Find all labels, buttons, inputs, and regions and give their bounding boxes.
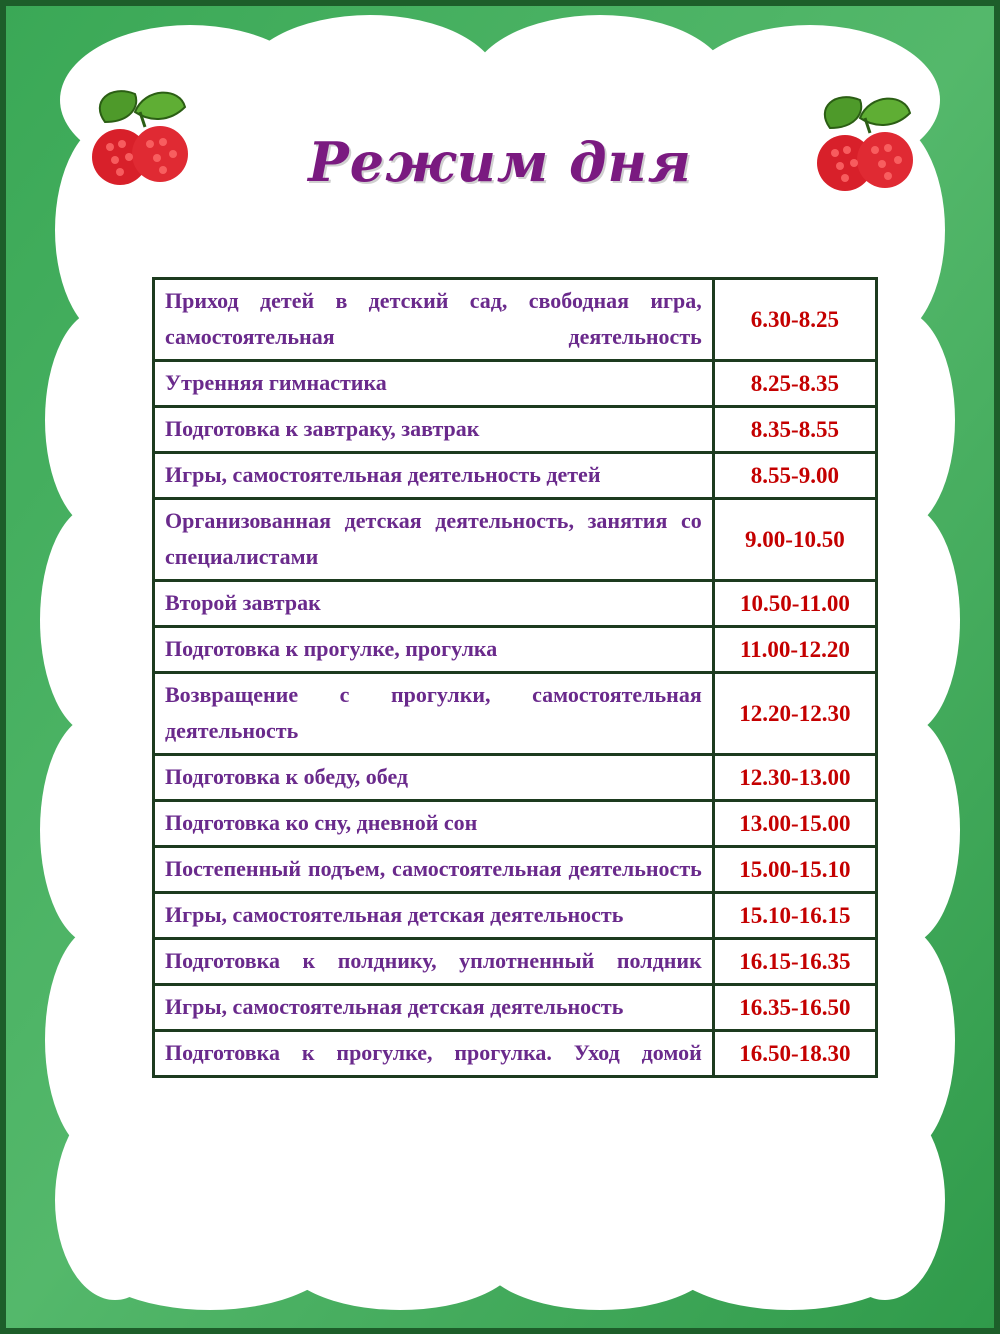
- time-cell: 6.30-8.25: [713, 279, 876, 361]
- activity-cell: Организованная детская деятельность, занятия со специалистами: [154, 499, 714, 581]
- activity-cell: Возвращение с прогулки, самостоятельная деятельность: [154, 673, 714, 755]
- time-cell: 13.00-15.00: [713, 801, 876, 847]
- table-row: [154, 847, 877, 893]
- table-row: [154, 985, 877, 1031]
- time-cell: 12.30-13.00: [713, 755, 876, 801]
- table-row: [154, 939, 877, 985]
- activity-cell: Утренняя гимнастика: [154, 361, 714, 407]
- time-cell: 8.55-9.00: [713, 453, 876, 499]
- table-row: [154, 627, 877, 673]
- time-cell: 16.15-16.35: [713, 939, 876, 985]
- table-row: [154, 581, 877, 627]
- time-cell: 16.35-16.50: [713, 985, 876, 1031]
- raspberry-icon: [85, 82, 200, 197]
- activity-cell: Подготовка к обеду, обед: [154, 755, 714, 801]
- table-row: [154, 499, 877, 581]
- time-cell: 15.00-15.10: [713, 847, 876, 893]
- table-row: [154, 801, 877, 847]
- time-cell: 8.35-8.55: [713, 407, 876, 453]
- table-row: [154, 673, 877, 755]
- time-cell: 12.20-12.30: [713, 673, 876, 755]
- time-cell: 15.10-16.15: [713, 893, 876, 939]
- time-cell: 9.00-10.50: [713, 499, 876, 581]
- activity-cell: Второй завтрак: [154, 581, 714, 627]
- table-row: [154, 1031, 877, 1077]
- time-cell: 10.50-11.00: [713, 581, 876, 627]
- schedule-table: [152, 277, 878, 1078]
- table-row: [154, 755, 877, 801]
- activity-cell: Приход детей в детский сад, свободная игра, самостоятельная деятельность: [154, 279, 714, 361]
- table-row: [154, 279, 877, 361]
- time-cell: 16.50-18.30: [713, 1031, 876, 1077]
- raspberry-icon: [810, 88, 925, 203]
- page-title: Режим дня: [308, 130, 692, 194]
- table-row: [154, 361, 877, 407]
- time-cell: 11.00-12.20: [713, 627, 876, 673]
- time-cell: 8.25-8.35: [713, 361, 876, 407]
- activity-cell: Подготовка к завтраку, завтрак: [154, 407, 714, 453]
- activity-cell: Подготовка к прогулке, прогулка. Уход домой: [154, 1031, 714, 1077]
- activity-cell: Игры, самостоятельная деятельность детей: [154, 453, 714, 499]
- activity-cell: Подготовка ко сну, дневной сон: [154, 801, 714, 847]
- activity-cell: Игры, самостоятельная детская деятельность: [154, 893, 714, 939]
- table-row: [154, 453, 877, 499]
- activity-cell: Подготовка к полднику, уплотненный полдник: [154, 939, 714, 985]
- activity-cell: Постепенный подъем, самостоятельная деятельность: [154, 847, 714, 893]
- table-row: [154, 893, 877, 939]
- activity-cell: Игры, самостоятельная детская деятельность: [154, 985, 714, 1031]
- table-row: [154, 407, 877, 453]
- activity-cell: Подготовка к прогулке, прогулка: [154, 627, 714, 673]
